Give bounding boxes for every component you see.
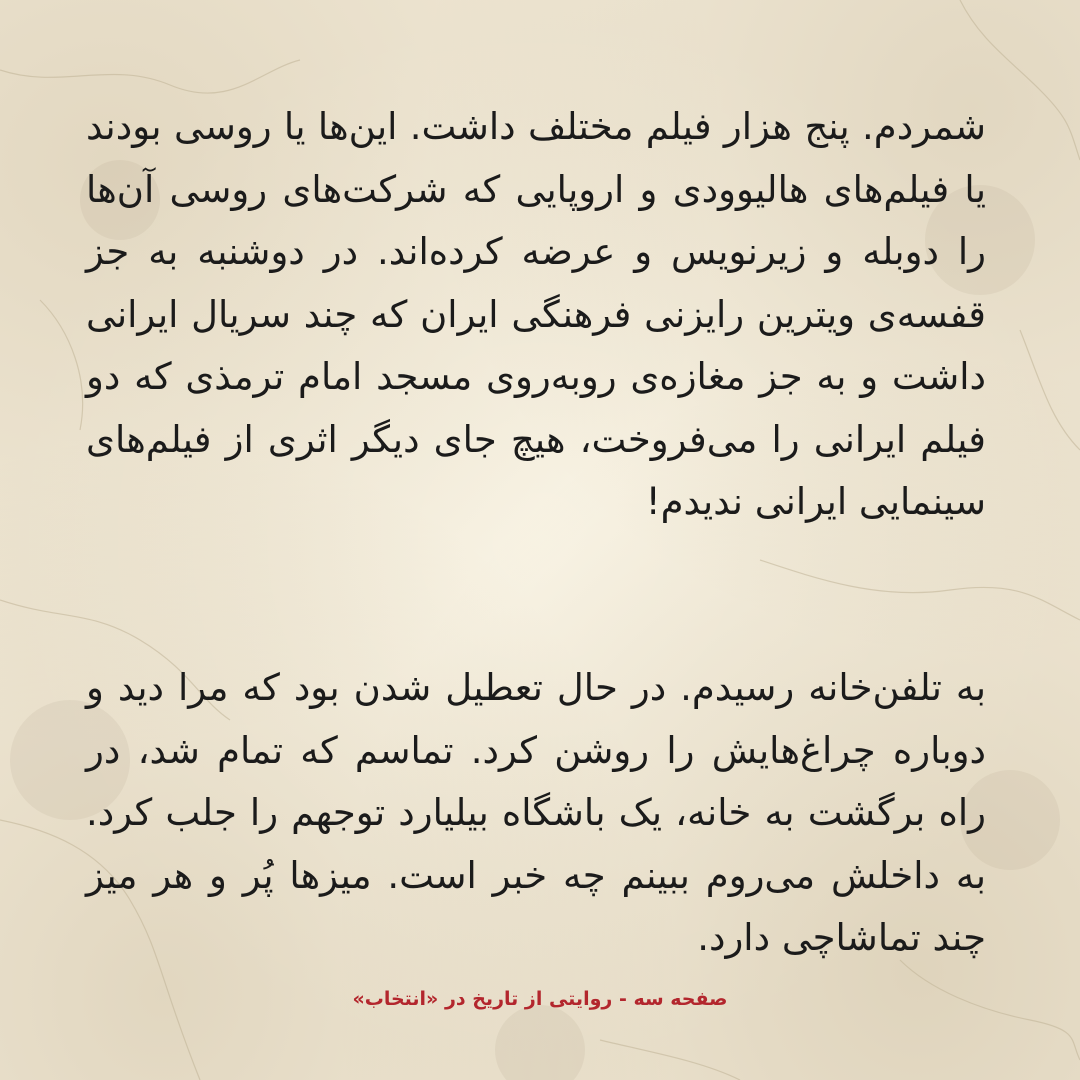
source-caption: صفحه سه - روایتی از تاریخ در «انتخاب» [352,988,728,1010]
body-paragraph-1: شمردم. پنج هزار فیلم مختلف داشت. این‌ها یا روسی بودند یا فیلم‌های هالیوودی و اروپایی که شرکت‌های روسی آن‌ها را دوبله و زیرنویس و عرضه کرده‌اند. در دوشنبه به جز قفسه‌ی ویترین رایزنی فرهنگی ایران که چند سریال ایرانی داشت و به جز مغازه‌ی روبه‌روی مسجد امام ترمذی که دو فیلم ایرانی را می‌فروخت، هیچ جای دیگر اثری از فیلم‌های سینمایی ایرانی ندیدم! [86,105,986,523]
body-paragraph-2: به تلفن‌خانه رسیدم. در حال تعطیل شدن بود که مرا دید و دوباره چراغ‌هایش را روشن کرد. تماسم که تمام شد، در راه برگشت به خانه، یک باشگاه بیلیارد توجهم را جلب کرد. به داخلش می‌روم ببینم چه خبر است. میزها پُر و هر میز چند تماشاچی دارد. [86,666,986,959]
